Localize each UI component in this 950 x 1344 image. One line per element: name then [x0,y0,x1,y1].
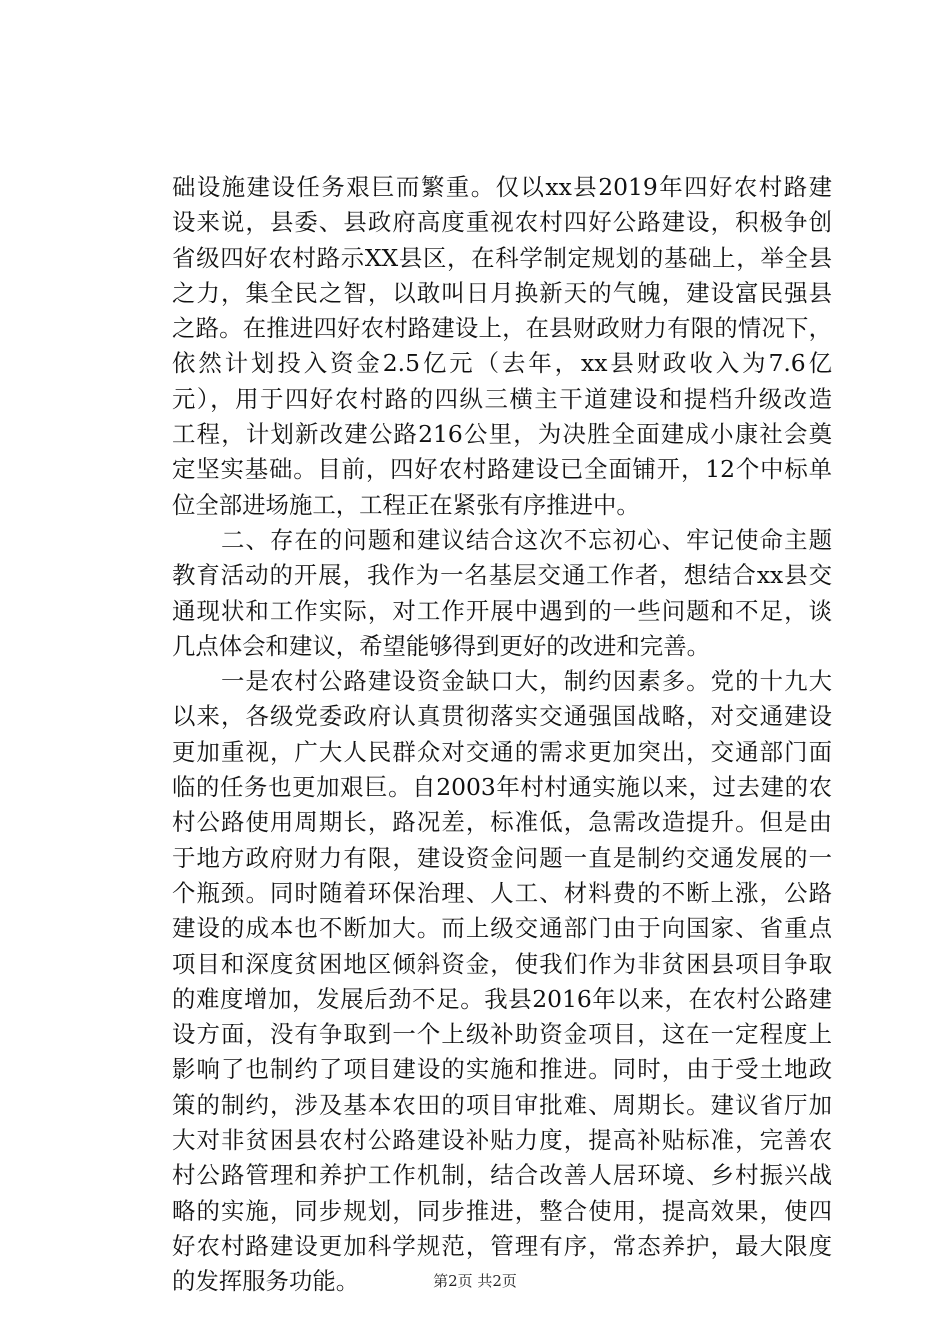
page-footer: 第2页 共2页 [433,1272,517,1290]
text-line: 依然计划投入资金2.5亿元（去年，xx县财政收入为7.6亿 [172,349,832,378]
text-line: 略的实施，同步规划，同步推进，整合使用，提高效果，使四 [172,1196,832,1225]
text-line: 好农村路建设更加科学规范，管理有序，常态养护，最大限度 [172,1231,832,1260]
text-line: 村公路使用周期长，路况差，标准低，急需改造提升。但是由 [172,808,832,837]
text-line: 通现状和工作实际，对工作开展中遇到的一些问题和不足，谈 [172,596,832,625]
text-line: 影响了也制约了项目建设的实施和推进。同时，由于受土地政 [172,1055,832,1084]
text-line: 村公路管理和养护工作机制，结合改善人居环境、乡村振兴战 [172,1161,832,1190]
text-line: 二、存在的问题和建议结合这次不忘初心、牢记使命主题 [172,525,832,554]
text-line: 工程，计划新改建公路216公里，为决胜全面建成小康社会奠 [172,420,832,449]
text-line: 位全部进场施工，工程正在紧张有序推进中。 [172,490,640,519]
text-line: 的发挥服务功能。 [172,1267,360,1296]
text-line: 元），用于四好农村路的四纵三横主干道建设和提档升级改造 [172,384,832,413]
text-line: 之路。在推进四好农村路建设上，在县财政财力有限的情况下， [172,314,832,343]
text-line: 项目和深度贫困地区倾斜资金，使我们作为非贫困县项目争取 [172,949,832,978]
text-line: 之力，集全民之智，以敢叫日月换新天的气魄，建设富民强县 [172,278,832,307]
text-line: 设方面，没有争取到一个上级补助资金项目，这在一定程度上 [172,1020,832,1049]
text-line: 个瓶颈。同时随着环保治理、人工、材料费的不断上涨，公路 [172,878,832,907]
text-line: 大对非贫困县农村公路建设补贴力度，提高补贴标准，完善农 [172,1126,832,1155]
text-line: 础设施建设任务艰巨而繁重。仅以xx县2019年四好农村路建 [172,173,832,201]
text-line: 省级四好农村路示XX县区，在科学制定规划的基础上，举全县 [172,243,832,272]
text-line: 临的任务也更加艰巨。自2003年村村通实施以来，过去建的农 [172,773,832,802]
text-line: 教育活动的开展，我作为一名基层交通工作者，想结合xx县交 [172,561,832,590]
text-line: 设来说，县委、县政府高度重视农村四好公路建设，积极争创 [172,208,832,237]
text-line: 一是农村公路建设资金缺口大，制约因素多。党的十九大 [172,667,832,696]
text-line: 策的制约，涉及基本农田的项目审批难、周期长。建议省厅加 [172,1090,832,1119]
text-line: 建设的成本也不断加大。而上级交通部门由于向国家、省重点 [172,914,832,943]
text-line: 的难度增加，发展后劲不足。我县2016年以来，在农村公路建 [172,984,832,1013]
text-line: 于地方政府财力有限，建设资金问题一直是制约交通发展的一 [172,843,832,872]
text-line: 更加重视，广大人民群众对交通的需求更加突出，交通部门面 [172,737,832,766]
text-line: 定坚实基础。目前，四好农村路建设已全面铺开，12个中标单 [172,455,832,484]
text-line: 几点体会和建议，希望能够得到更好的改进和完善。 [172,631,710,660]
text-line: 以来，各级党委政府认真贯彻落实交通强国战略，对交通建设 [172,702,832,731]
body-text [172,170,832,1300]
